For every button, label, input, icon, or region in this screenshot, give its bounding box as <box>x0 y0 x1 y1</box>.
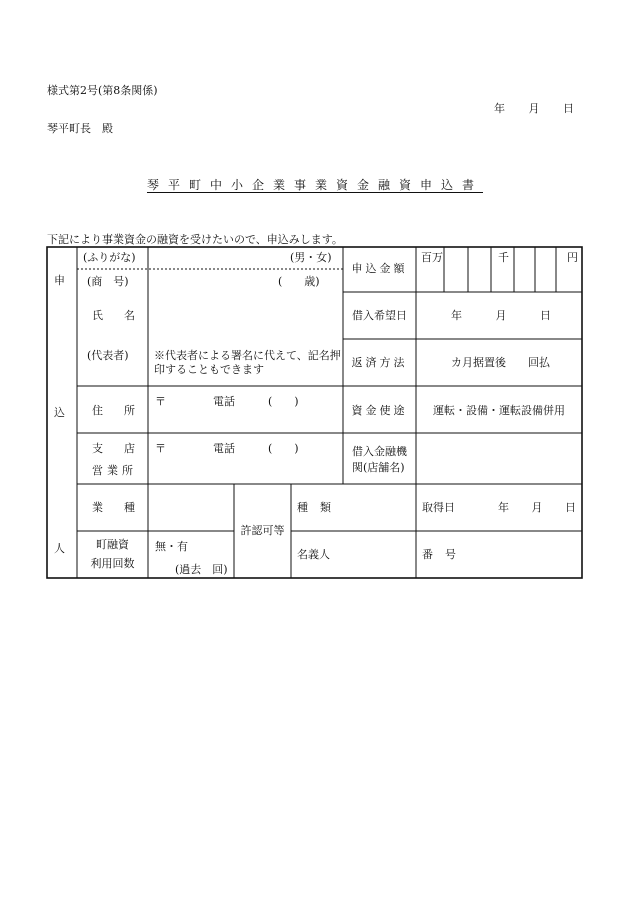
branch-postal-mark: 〒 <box>155 442 166 455</box>
address-phone-parens: ( ) <box>268 395 299 408</box>
desired-date: 年 月 日 <box>451 309 551 322</box>
purpose-label: 資金使途 <box>351 404 408 417</box>
amount-label: 申込金額 <box>351 262 408 275</box>
address-phone-label: 電話 <box>213 395 235 408</box>
unit-million: 百万 <box>421 251 443 264</box>
trade-name-label: (商 号) <box>87 275 129 288</box>
date-day: 日 <box>563 102 574 115</box>
signature-note-line-1: ※代表者による署名に代えて、記名押 <box>154 349 341 362</box>
repayment-value: カ月据置後 回払 <box>451 356 550 369</box>
branch-label: 支 店 <box>92 442 135 455</box>
bank-label-line-1: 借入金融機 <box>352 445 407 458</box>
acquired-date: 年 月 日 <box>498 501 576 514</box>
branch-phone-parens: ( ) <box>268 442 299 455</box>
date-year: 年 <box>494 102 505 115</box>
address-label: 住 所 <box>92 404 135 417</box>
gender-options: (男・女) <box>290 251 332 264</box>
addressee: 琴平町長 殿 <box>47 122 113 135</box>
document-title: 琴平町中小企業事業資金融資申込書 <box>146 178 483 192</box>
repayment-label: 返済方法 <box>351 356 408 369</box>
unit-thousand: 千 <box>498 251 509 264</box>
name-label: 氏 名 <box>92 309 135 322</box>
applicant-side-label-3: 人 <box>54 542 65 555</box>
applicant-side-label-2: 込 <box>54 406 65 419</box>
number-label: 番 号 <box>422 548 456 561</box>
date-month: 月 <box>528 102 540 115</box>
holder-label: 名義人 <box>297 548 330 561</box>
furigana-label: (ふりがな) <box>83 251 136 264</box>
unit-yen: 円 <box>567 251 578 264</box>
purpose-value: 運転・設備・運転設備併用 <box>433 404 565 417</box>
intro-text: 下記により事業資金の融資を受けたいので、申込みします。 <box>47 233 343 246</box>
bank-label-line-2: 関(店舗名) <box>352 461 405 474</box>
industry-label: 業 種 <box>92 501 135 514</box>
none-or-some: 無・有 <box>155 540 188 553</box>
branch-phone-label: 電話 <box>213 442 235 455</box>
age-field: ( 歳) <box>278 275 320 288</box>
acquired-date-label: 取得日 <box>422 501 455 514</box>
office-label: 営業所 <box>92 464 137 477</box>
form-number: 様式第2号(第8条関係) <box>47 84 158 97</box>
address-postal-mark: 〒 <box>155 395 166 408</box>
desired-date-label: 借入希望日 <box>352 309 407 322</box>
license-type-label: 種 類 <box>297 501 331 514</box>
representative-label: (代表者) <box>87 349 129 362</box>
loan-usage-label-line-1: 町融資 <box>96 538 129 551</box>
signature-note-line-2: 印することもできます <box>154 363 264 376</box>
loan-usage-label-line-2: 利用回数 <box>90 557 135 570</box>
application-form <box>46 246 583 579</box>
applicant-side-label-1: 申 <box>54 274 65 287</box>
application-date <box>494 100 574 116</box>
past-count: (過去 回) <box>175 563 228 576</box>
license-label: 許認可等 <box>240 524 285 537</box>
